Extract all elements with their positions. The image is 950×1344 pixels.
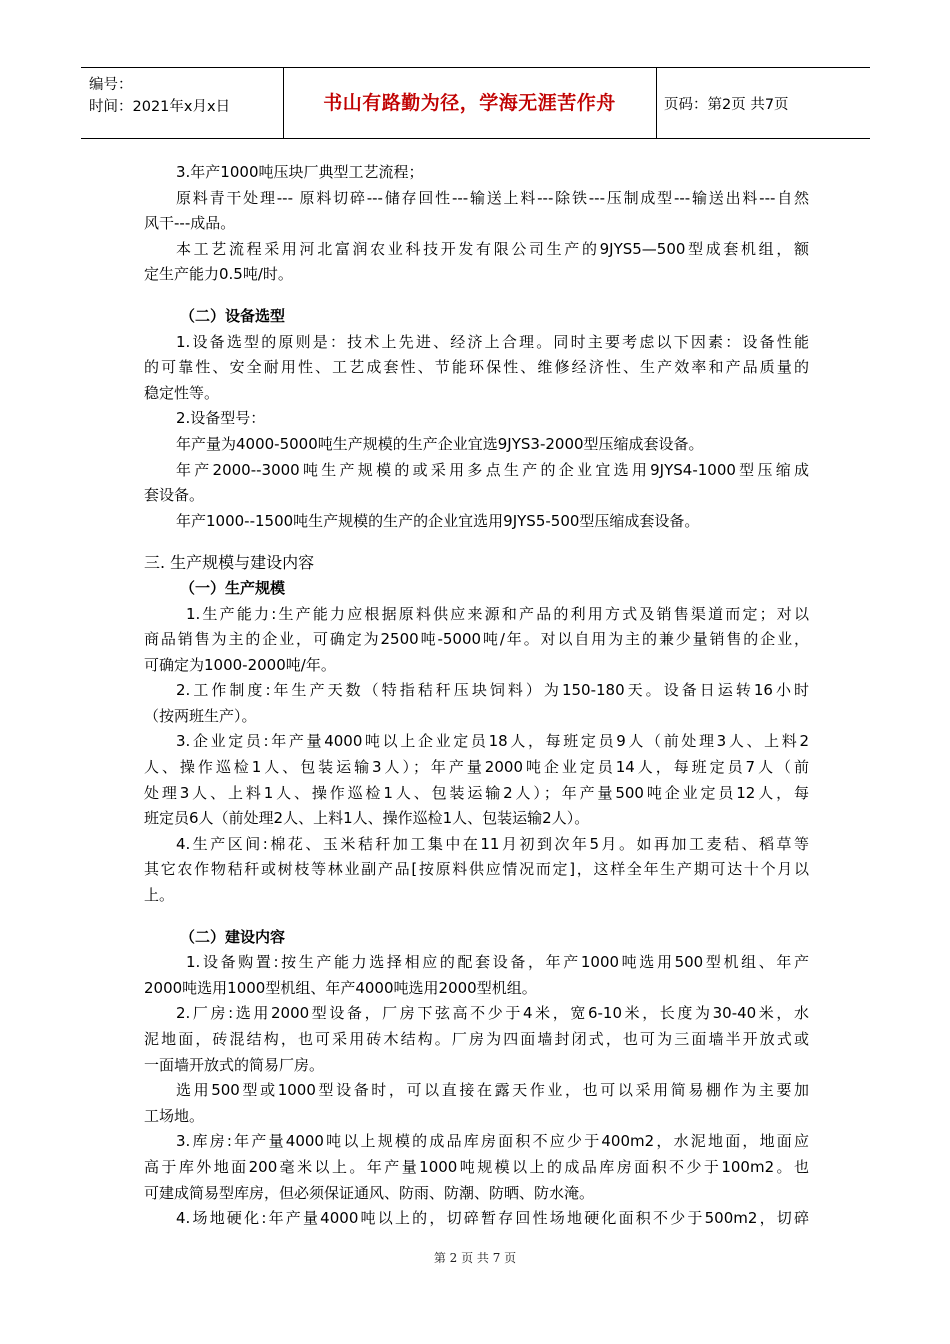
paragraph-model-1000: 年产2000--3000吨生产规模的或采用多点生产的企业宜选用9JYS4-1000型压缩成 套设备。	[144, 460, 809, 505]
paragraph-staffing: 3.企业定员:年产量4000吨以上企业定员18人，每班定员9人（前处理3人、上料2 人、操作巡检1人、包装运输3人）；年产量2000吨企业定员14人，每班定员7人（前 处理3人、上料1人、操作巡检1人、包装运输2人）；年产量500吨企业定员12人，每 班定员6人（前处理2人、上料1人、操作巡检1人、包装运输2人）。	[144, 732, 809, 828]
paragraph-work-system: 2.工作制度:年生产天数（特指秸秆压块饲料）为150-180天。设备日运转16小时 （按两班生产）。	[144, 681, 809, 725]
header-motto: 书山有路勤为径，学海无涯苦作舟	[323, 92, 616, 114]
subheading-production-scale: （一）生产规模	[180, 578, 286, 597]
paragraph-process-equipment: 本工艺流程采用河北富润农业科技开发有限公司生产的9JYS5—500型成套机组，额 定生产能力0.5吨/时。	[144, 239, 809, 284]
paragraph-process-title: 3.年产1000吨压块厂典型工艺流程；	[176, 163, 424, 181]
paragraph-warehouse: 3.库房:年产量4000吨以上规模的成品库房面积不应少于400m2，水泥地面，地面应 高于库外地面200毫米以上。年产量1000吨规模以上的成品库房面积不少于100m2。也 可建成简易型库房，但必须保证通风、防雨、防潮、防晒、防水淹。	[144, 1132, 809, 1202]
page-footer: 第 2 页 共 7 页	[433, 1251, 517, 1265]
paragraph-equipment-purchase: 1.设备购置:按生产能力选择相应的配套设备，年产1000吨选用500型机组、年产 2000吨选用1000型机组、年产4000吨选用2000型机组。	[144, 953, 809, 997]
page-header	[81, 67, 870, 139]
paragraph-model-2000: 年产量为4000-5000吨生产规模的生产企业宜选9JYS3-2000型压缩成套设备。	[176, 434, 704, 453]
document-date: 时间：2021年x月x日	[89, 99, 231, 115]
paragraph-workshop: 2.厂房:选用2000型设备，厂房下弦高不少于4米，宽6-10米，长度为30-40米，水 泥地面，砖混结构，也可采用砖木结构。厂房为四面墙封闭式，也可为三面墙半开放式或 一面墙开放式的简易厂房。	[144, 1004, 809, 1074]
subheading-construction-content: （二）建设内容	[180, 927, 286, 946]
paragraph-model-500: 年产1000--1500吨生产规模的生产的企业宜选用9JYS5-500型压缩成套设备。	[176, 511, 700, 530]
subheading-equipment-selection: （二）设备选型	[180, 306, 286, 325]
paragraph-selection-principle: 1.设备选型的原则是：技术上先进、经济上合理。同时主要考虑以下因素：设备性能 的可靠性、安全耐用性、工艺成套性、节能环保性、维修经济性、生产效率和产品质量的 稳定性等。	[144, 332, 809, 402]
paragraph-open-air-option: 选用500型或1000型设备时，可以直接在露天作业，也可以采用简易棚作为主要加 工场地。	[144, 1081, 809, 1125]
section-heading-scale-construction: 三. 生产规模与建设内容	[144, 553, 315, 573]
paragraph-site-hardening: 4.场地硬化:年产量4000吨以上的，切碎暂存回性场地硬化面积不少于500m2，切碎	[176, 1209, 809, 1228]
document-body	[144, 160, 809, 1232]
header-page-info: 页码：第2页 共7页	[664, 97, 789, 113]
paragraph-equipment-model: 2.设备型号：	[176, 409, 266, 428]
header-meta	[89, 74, 230, 118]
paragraph-production-period: 4.生产区间:棉花、玉米秸秆加工集中在11月初到次年5月。如再加工麦秸、稻草等 其它农作物秸秆或树枝等林业副产品[按原料供应情况而定]，这样全年生产期可达十个月以 上。	[144, 834, 809, 905]
paragraph-capacity: 1.生产能力:生产能力应根据原料供应来源和产品的利用方式及销售渠道而定；对以 商品销售为主的企业，可确定为2500吨-5000吨/年。对以自用为主的兼少量销售的企业， 可确定为1000-2000吨/年。	[144, 604, 809, 674]
paragraph-process-flow: 原料青干处理--- 原料切碎---储存回性---输送上料---除铁---压制成型---输送出料---自然 风干---成品。	[144, 188, 809, 233]
document-number-label: 编号：	[89, 77, 133, 93]
header-divider	[656, 68, 657, 138]
